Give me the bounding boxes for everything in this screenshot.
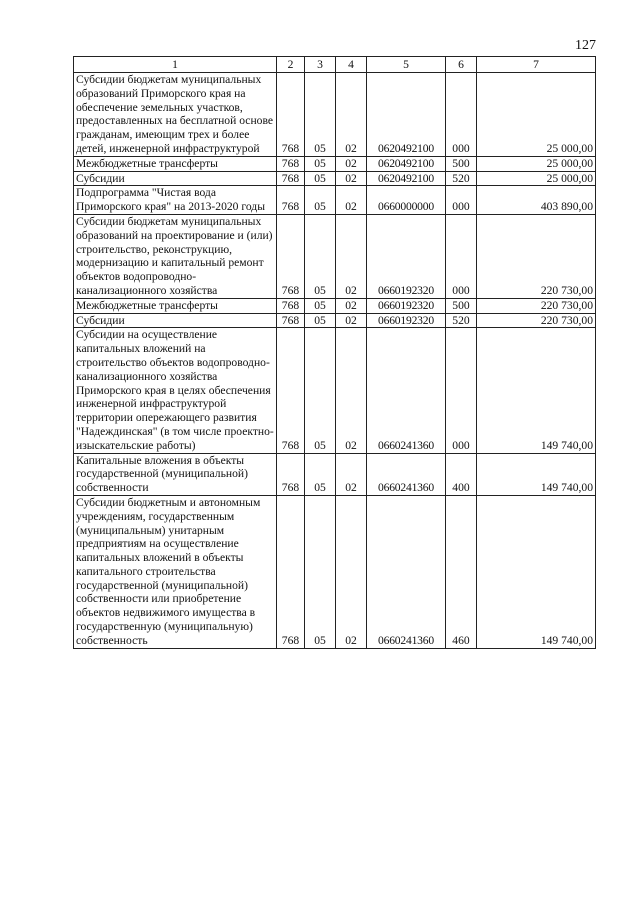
table-row	[74, 156, 596, 171]
row-ministry-code: 768	[277, 214, 305, 298]
row-amount: 25 000,00	[477, 156, 596, 171]
row-expense-type: 520	[446, 313, 477, 328]
column-header: 4	[336, 57, 367, 73]
row-expense-type: 000	[446, 214, 477, 298]
row-name: Межбюджетные трансферты	[74, 156, 277, 171]
row-name: Капитальные вложения в объекты государственной (муниципальной) собственности	[74, 453, 277, 495]
row-expense-type: 500	[446, 298, 477, 313]
row-subsection: 02	[336, 453, 367, 495]
row-expense-type: 400	[446, 453, 477, 495]
row-amount: 220 730,00	[477, 214, 596, 298]
row-target-article: 0620492100	[367, 156, 446, 171]
table-row	[74, 453, 596, 495]
row-ministry-code: 768	[277, 453, 305, 495]
row-amount: 220 730,00	[477, 298, 596, 313]
row-ministry-code: 768	[277, 186, 305, 215]
row-ministry-code: 768	[277, 328, 305, 453]
row-target-article: 0660000000	[367, 186, 446, 215]
row-name: Межбюджетные трансферты	[74, 298, 277, 313]
row-subsection: 02	[336, 186, 367, 215]
row-ministry-code: 768	[277, 313, 305, 328]
row-subsection: 02	[336, 171, 367, 186]
row-expense-type: 000	[446, 328, 477, 453]
row-target-article: 0660241360	[367, 495, 446, 648]
row-section: 05	[305, 156, 336, 171]
table-row	[74, 171, 596, 186]
column-header: 6	[446, 57, 477, 73]
row-section: 05	[305, 186, 336, 215]
row-section: 05	[305, 73, 336, 157]
row-target-article: 0620492100	[367, 171, 446, 186]
row-ministry-code: 768	[277, 73, 305, 157]
row-amount: 220 730,00	[477, 313, 596, 328]
row-subsection: 02	[336, 495, 367, 648]
row-target-article: 0660192320	[367, 214, 446, 298]
row-name: Субсидии на осуществление капитальных вложений на строительство объектов водопроводно-канализационного хозяйства Приморского края в целях обеспечения инженерной инфраструктурой территории опережающего развития "Надеждинская" (в том числе проектно-изыскательские работы)	[74, 328, 277, 453]
row-expense-type: 000	[446, 186, 477, 215]
row-target-article: 0660241360	[367, 453, 446, 495]
row-section: 05	[305, 453, 336, 495]
row-target-article: 0660192320	[367, 313, 446, 328]
page-number: 127	[575, 38, 596, 53]
row-subsection: 02	[336, 73, 367, 157]
row-name: Субсидии бюджетам муниципальных образований Приморского края на обеспечение земельных участков, предоставленных на бесплатной основе гражданам, имеющим трех и более детей, инженерной инфраструктурой	[74, 73, 277, 157]
row-name: Подпрограмма "Чистая вода Приморского края" на 2013-2020 годы	[74, 186, 277, 215]
row-section: 05	[305, 214, 336, 298]
row-amount: 149 740,00	[477, 453, 596, 495]
row-name: Субсидии бюджетам муниципальных образований на проектирование и (или) строительство, реконструкцию, модернизацию и капитальный ремонт объектов водопроводно-канализационного хозяйства	[74, 214, 277, 298]
row-section: 05	[305, 313, 336, 328]
row-ministry-code: 768	[277, 495, 305, 648]
row-target-article: 0620492100	[367, 73, 446, 157]
row-expense-type: 520	[446, 171, 477, 186]
table-row	[74, 495, 596, 648]
row-expense-type: 500	[446, 156, 477, 171]
row-name: Субсидии	[74, 171, 277, 186]
row-expense-type: 000	[446, 73, 477, 157]
column-header: 5	[367, 57, 446, 73]
table-row	[74, 328, 596, 453]
row-section: 05	[305, 495, 336, 648]
table-row	[74, 186, 596, 215]
budget-table	[73, 56, 596, 649]
row-subsection: 02	[336, 313, 367, 328]
column-header: 3	[305, 57, 336, 73]
row-target-article: 0660192320	[367, 298, 446, 313]
row-amount: 403 890,00	[477, 186, 596, 215]
row-expense-type: 460	[446, 495, 477, 648]
table-row	[74, 313, 596, 328]
row-section: 05	[305, 328, 336, 453]
row-name: Субсидии	[74, 313, 277, 328]
row-ministry-code: 768	[277, 171, 305, 186]
row-target-article: 0660241360	[367, 328, 446, 453]
row-amount: 149 740,00	[477, 495, 596, 648]
row-section: 05	[305, 298, 336, 313]
row-ministry-code: 768	[277, 298, 305, 313]
row-name: Субсидии бюджетным и автономным учреждениям, государственным (муниципальным) унитарным предприятиям на осуществление капитальных вложений в объекты капитального строительства государственной (муниципальной) собственности или приобретение объектов недвижимого имущества в государственную (муниципальную) собственность	[74, 495, 277, 648]
column-header: 7	[477, 57, 596, 73]
row-subsection: 02	[336, 298, 367, 313]
table-row	[74, 298, 596, 313]
row-amount: 25 000,00	[477, 73, 596, 157]
column-header: 1	[74, 57, 277, 73]
row-ministry-code: 768	[277, 156, 305, 171]
row-subsection: 02	[336, 156, 367, 171]
table-row	[74, 73, 596, 157]
row-section: 05	[305, 171, 336, 186]
row-subsection: 02	[336, 328, 367, 453]
row-subsection: 02	[336, 214, 367, 298]
header-row	[74, 57, 596, 73]
column-header: 2	[277, 57, 305, 73]
row-amount: 149 740,00	[477, 328, 596, 453]
row-amount: 25 000,00	[477, 171, 596, 186]
table-row	[74, 214, 596, 298]
